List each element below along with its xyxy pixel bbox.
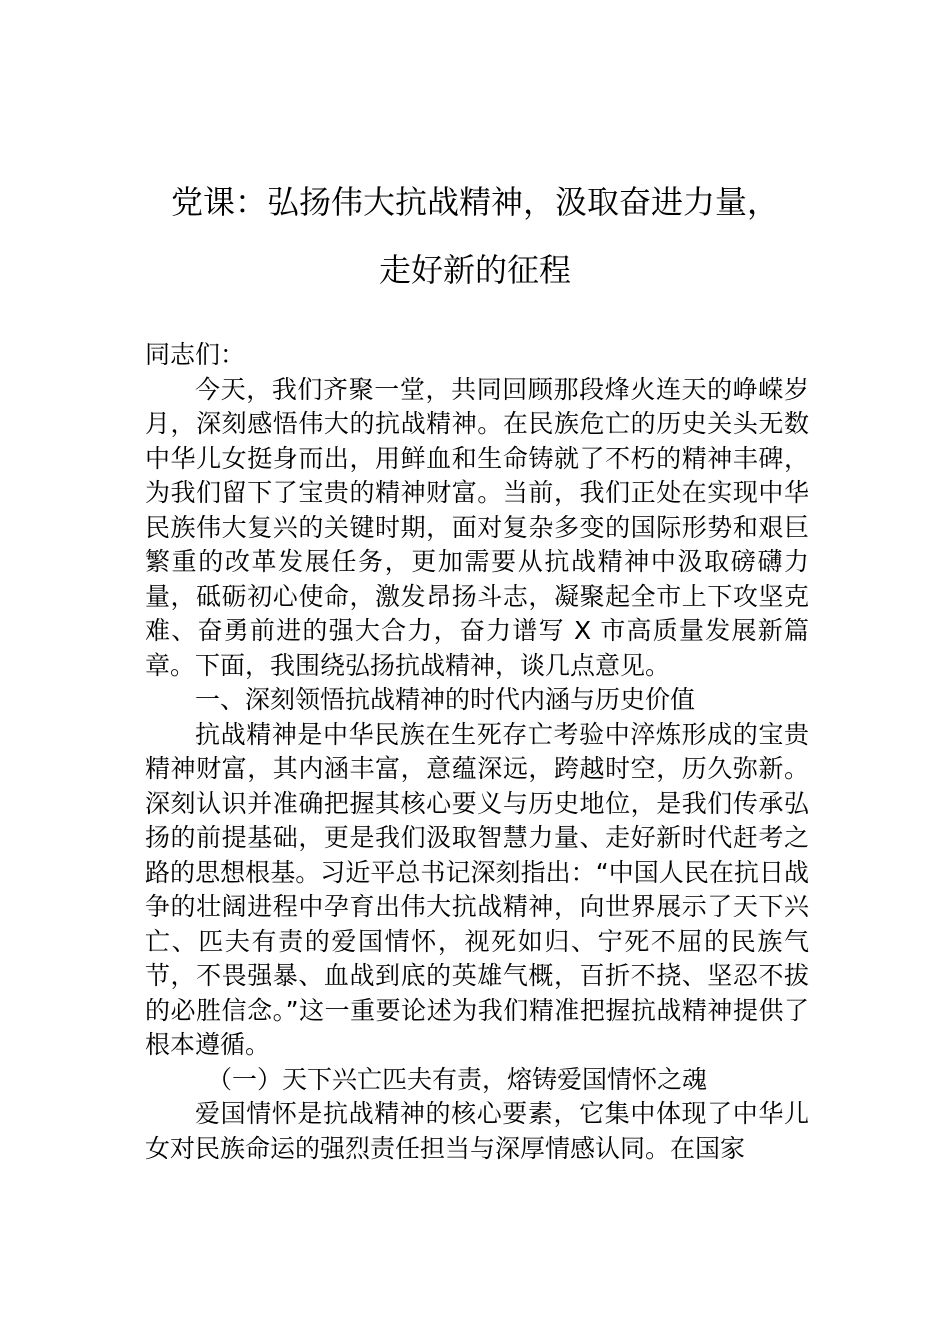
paragraph-intro: 今天，我们齐聚一堂，共同回顾那段烽火连天的峥嵘岁月，深刻感悟伟大的抗战精神。在民族危亡的历史关头无数中华儿女挺身而出，用鲜血和生命铸就了不朽的精神丰碑，为我们留下了宝贵的精神财富。当前，我们正处在实现中华民族伟大复兴的关键时期，面对复杂多变的国际形势和艰巨繁重的改革发展任务，更加需要从抗战精神中汲取磅礴力量，砥砺初心使命，激发昂扬斗志，凝聚起全市上下攻坚克难、奋勇前进的强大合力，奋力谱写 X 市高质量发展新篇章。下面，我围绕弘扬抗战精神，谈几点意见。 <box>145 374 809 680</box>
subsection-heading-1: （一）天下兴亡匹夫有责，熔铸爱国情怀之魂 <box>207 1064 708 1094</box>
document-body <box>145 338 809 1166</box>
document-title-line-1: 党课：弘扬伟大抗战精神，汲取奋进力量， <box>170 183 779 221</box>
section-heading-1: 一、深刻领悟抗战精神的时代内涵与历史价值 <box>195 685 696 714</box>
salutation: 同志们： <box>145 340 246 369</box>
paragraph-subsection-1: 爱国情怀是抗战精神的核心要素，它集中体现了中华儿女对民族命运的强烈责任担当与深厚情感认同。在国家 <box>145 1099 809 1163</box>
paragraph-section-1: 抗战精神是中华民族在生死存亡考验中淬炼形成的宝贵精神财富，其内涵丰富，意蕴深远，跨越时空，历久弥新。深刻认识并准确把握其核心要义与历史地位，是我们传承弘扬的前提基础，更是我们汲取智慧力量、走好新时代赶考之路的思想根基。习近平总书记深刻指出：“中国人民在抗日战争的壮阔进程中孕育出伟大抗战精神，向世界展示了天下兴亡、匹夫有责的爱国情怀，视死如归、宁死不屈的民族气节，不畏强暴、血战到底的英雄气概，百折不挠、坚忍不拔的必胜信念。”这一重要论述为我们精准把握抗战精神提供了根本遵循。 <box>145 719 809 1059</box>
document-title-line-2: 走好新的征程 <box>378 251 571 289</box>
